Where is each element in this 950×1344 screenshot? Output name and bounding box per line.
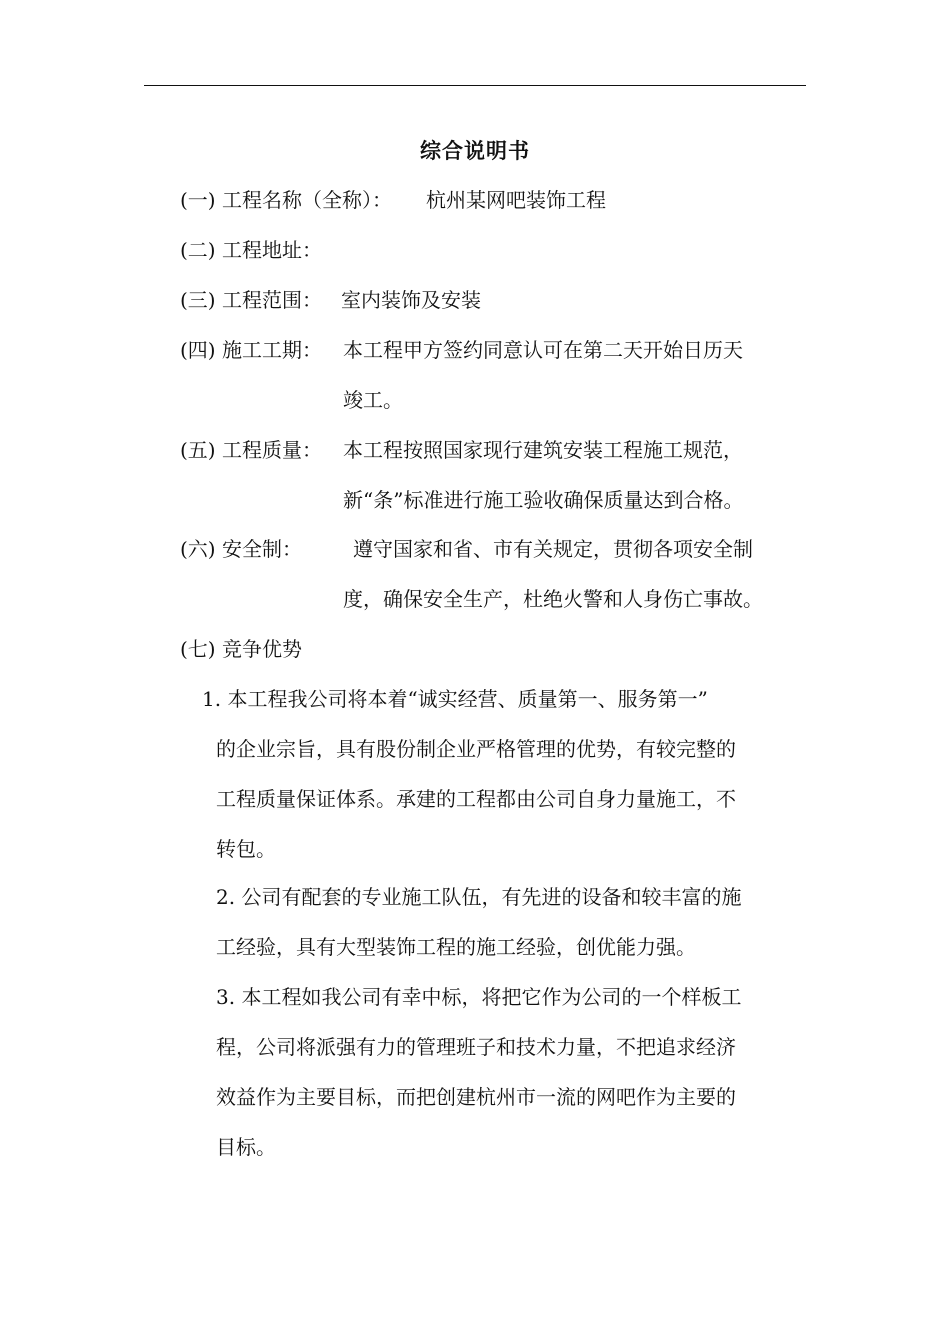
advantage-line: 程，公司将派强有力的管理班子和技术力量，不把追求经济 — [216, 1035, 736, 1059]
section-label: (三) 工程范围： — [180, 288, 322, 312]
advantage-line: 的企业宗旨，具有股份制企业严格管理的优势，有较完整的 — [216, 737, 736, 761]
document-title: 综合说明书 — [420, 138, 530, 163]
section-value: 杭州某网吧装饰工程 — [426, 188, 606, 212]
section-value-line2: 竣工。 — [343, 388, 403, 412]
advantage-item-3 — [216, 982, 816, 1162]
advantage-line: 1. 本工程我公司将本着“诚实经营、质量第一、服务第一” — [202, 687, 708, 711]
section-safety-system — [180, 534, 820, 614]
section-value-line1: 本工程甲方签约同意认可在第二天开始日历天 — [343, 338, 743, 362]
section-label: (七) 竞争优势 — [180, 637, 302, 661]
section-label: (二) 工程地址： — [180, 238, 322, 262]
section-project-quality — [180, 435, 820, 515]
header-rule — [144, 85, 806, 86]
advantage-item-2 — [216, 882, 816, 962]
advantage-line: 效益作为主要目标，而把创建杭州市一流的网吧作为主要的 — [216, 1085, 736, 1109]
advantage-line: 3. 本工程如我公司有幸中标，将把它作为公司的一个样板工 — [216, 985, 742, 1009]
advantage-line: 工程质量保证体系。承建的工程都由公司自身力量施工，不 — [216, 787, 736, 811]
advantage-line: 工经验，具有大型装饰工程的施工经验，创优能力强。 — [216, 935, 696, 959]
advantage-item-1 — [202, 684, 816, 864]
section-value-line2: 新“条”标准进行施工验收确保质量达到合格。 — [343, 488, 744, 512]
advantage-line: 转包。 — [216, 837, 276, 861]
section-label: (五) 工程质量： — [180, 438, 322, 462]
section-value: 室内装饰及安装 — [341, 288, 481, 312]
section-construction-period — [180, 335, 820, 415]
section-label: (六) 安全制： — [180, 537, 302, 561]
advantage-line: 目标。 — [216, 1135, 276, 1159]
section-value-line1: 遵守国家和省、市有关规定，贯彻各项安全制 — [353, 537, 753, 561]
section-value-line2: 度，确保安全生产，杜绝火警和人身伤亡事故。 — [343, 587, 763, 611]
section-label: (一) 工程名称（全称）： — [180, 188, 392, 212]
section-label: (四) 施工工期： — [180, 338, 322, 362]
section-value-line1: 本工程按照国家现行建筑安装工程施工规范， — [343, 438, 743, 462]
advantage-line: 2. 公司有配套的专业施工队伍，有先进的设备和较丰富的施 — [216, 885, 742, 909]
